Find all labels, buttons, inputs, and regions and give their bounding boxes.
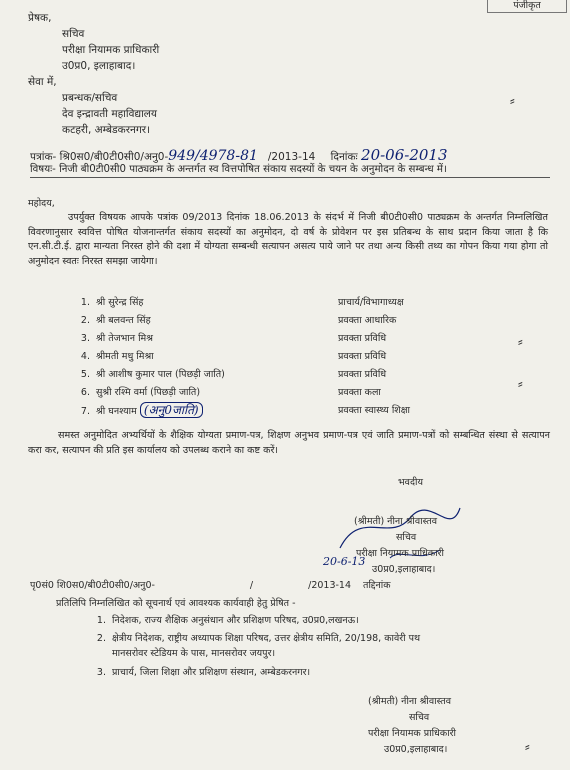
salutation: महोदय, [28, 198, 55, 209]
subject-underline [30, 177, 550, 178]
copy-reference: पृ0सं0 शि0स0/बी0टी0सी0/अनु0- / /2013-14 तद्दिनांक [30, 580, 391, 591]
faculty-row: 3. श्री तेजभान मिश्र [80, 333, 153, 344]
letter-body: उपर्युक्त विषयक आपके पत्रांक 09/2013 दिनांक 18.06.2013 के संदर्भ में निजी बी0टी0सी0 पाठ्यक्रम के अन्तर्गत निम्नलिखित विवरणानुसार स्ववित्त पोषित योजनान्तर्गत संकाय सदस्यों का अनुमोदन, दो वर्ष के प्रोवेशन पर इस प्रतिबन्ध के साथ प्रदान किया जाता है कि एन.सी.टी.ई. द्वारा मान्यता निरस्त होने की दशा में योग्यता सम्बन्धी सत्यापन असत्य पाये जाने पर तथा अन्य किसी तथ्य का गोपन किया गया होगा तो अनुमोदन स्वतः निरस्त समझा जायेगा। [28, 212, 548, 267]
faculty-row: 4. श्रीमती मधु मिश्रा [80, 351, 154, 362]
ref-number-handwritten: 949/4978-81 [168, 148, 258, 164]
ref-year: /2013-14 [267, 151, 316, 163]
faculty-role: प्रवक्ता प्रविधि [338, 333, 387, 344]
copy-item: 2. क्षेत्रीय निदेशक, राष्ट्रीय अध्यापक शिक्षा परिषद, उत्तर क्षेत्रीय समिति, 20/198, कावेरी पथ [96, 633, 421, 644]
faculty-row: 5. श्री आशीष कुमार पाल (पिछड़ी जाति) [80, 369, 225, 380]
faculty-role: प्रवक्ता प्रविधि [338, 351, 387, 362]
recipient-label: सेवा में, [28, 76, 57, 88]
recipient-college: देव इन्द्रावती महाविद्यालय [62, 108, 158, 120]
recipient-address: कटहरी, अम्बेडकरनगर। [62, 124, 151, 136]
letter-reference [30, 148, 448, 164]
signatory-city: उ0प्र0,इलाहाबाद। [372, 564, 436, 575]
signatory-title: सचिव [396, 532, 417, 543]
copy-signatory-city: उ0प्र0,इलाहाबाद। [384, 744, 448, 755]
margin-mark: ⸗ [518, 376, 523, 392]
faculty-row: 2. श्री बलवन्त सिंह [80, 315, 151, 326]
copy-intro: प्रतिलिपि निम्नलिखित को सूचनार्थ एवं आवश्यक कार्यवाही हेतु प्रेषित - [56, 598, 296, 609]
subject-line: विषयः- निजी बी0टी0सी0 पाठ्यक्रम के अन्तर्गत स्व वित्तपोषित संकाय सदस्यों के चयन के अनुमोदन के सम्बन्ध में। [30, 164, 447, 175]
valediction: भवदीय [398, 477, 423, 488]
caste-note-handwritten: (अनु0जाति) [140, 402, 203, 418]
sender-label: प्रेषक, [28, 12, 52, 24]
margin-mark: ⸗ [518, 334, 523, 350]
copy-signatory-title: सचिव [409, 712, 430, 723]
margin-mark: ⸗ [525, 739, 530, 755]
faculty-row: 7. श्री घनश्याम (अनु0जाति) [70, 404, 203, 418]
signatory-office: परीक्षा नियामक प्राधिकारी [356, 548, 445, 559]
copy-signatory-office: परीक्षा नियामक प्राधिकारी [368, 728, 457, 739]
registered-label: पंजीकृत [487, 0, 567, 13]
sender-title: सचिव [62, 28, 85, 40]
date-label: दिनांकः [330, 151, 358, 163]
copy-item-continuation: मानसरोवर स्टेडियम के पास, मानसरोवर जयपुर। [112, 648, 276, 659]
faculty-role: प्रवक्ता कला [338, 387, 381, 398]
copy-item: 3. प्राचार्य, जिला शिक्षा और प्रशिक्षण संस्थान, अम्बेडकरनगर। [96, 667, 311, 678]
sender-city: उ0प्र0, इलाहाबाद। [62, 60, 136, 72]
sender-office: परीक्षा नियामक प्राधिकारी [62, 44, 160, 56]
faculty-role: प्रवक्ता आधारिक [338, 315, 397, 326]
closing-paragraph: समस्त अनुमोदित अभ्यर्थियों के शैक्षिक योग्यता प्रमाण-पत्र, शिक्षण अनुभव प्रमाण-पत्र एवं जाति प्रमाण-पत्रों को सम्बन्धित संस्था से सत्यापन करा कर, सत्यापन की प्रति इस कार्यालय को उपलब्ध कराने का कष्ट करें। [28, 430, 550, 456]
faculty-row: 1. श्री सुरेन्द्र सिंह [80, 297, 144, 308]
faculty-role: प्रवक्ता प्रविधि [338, 369, 387, 380]
faculty-role: प्रवक्ता स्वास्थ्य शिक्षा [338, 405, 411, 416]
copy-item: 1. निदेशक, राज्य शैक्षिक अनुसंधान और प्रशिक्षण परिषद, उ0प्र0,लखनऊ। [96, 615, 359, 626]
recipient-title: प्रबन्धक/सचिव [62, 92, 118, 104]
copy-signatory-name: (श्रीमती) नीना श्रीवास्तव [368, 696, 451, 707]
signatory-name: (श्रीमती) नीना श्रीवास्तव [354, 516, 437, 527]
faculty-role: प्राचार्य/विभागाध्यक्ष [338, 297, 404, 308]
margin-mark: ⸗ [510, 93, 515, 109]
faculty-row: 6. सुश्री रश्मि वर्मा (पिछड़ी जाति) [80, 387, 201, 398]
ref-prefix: पत्रांक- श्रि0स0/बी0टी0सी0/अनु0- [30, 151, 169, 163]
signature-date-handwritten: 20-6-13 [323, 555, 366, 568]
date-handwritten: 20-06-2013 [361, 146, 448, 164]
